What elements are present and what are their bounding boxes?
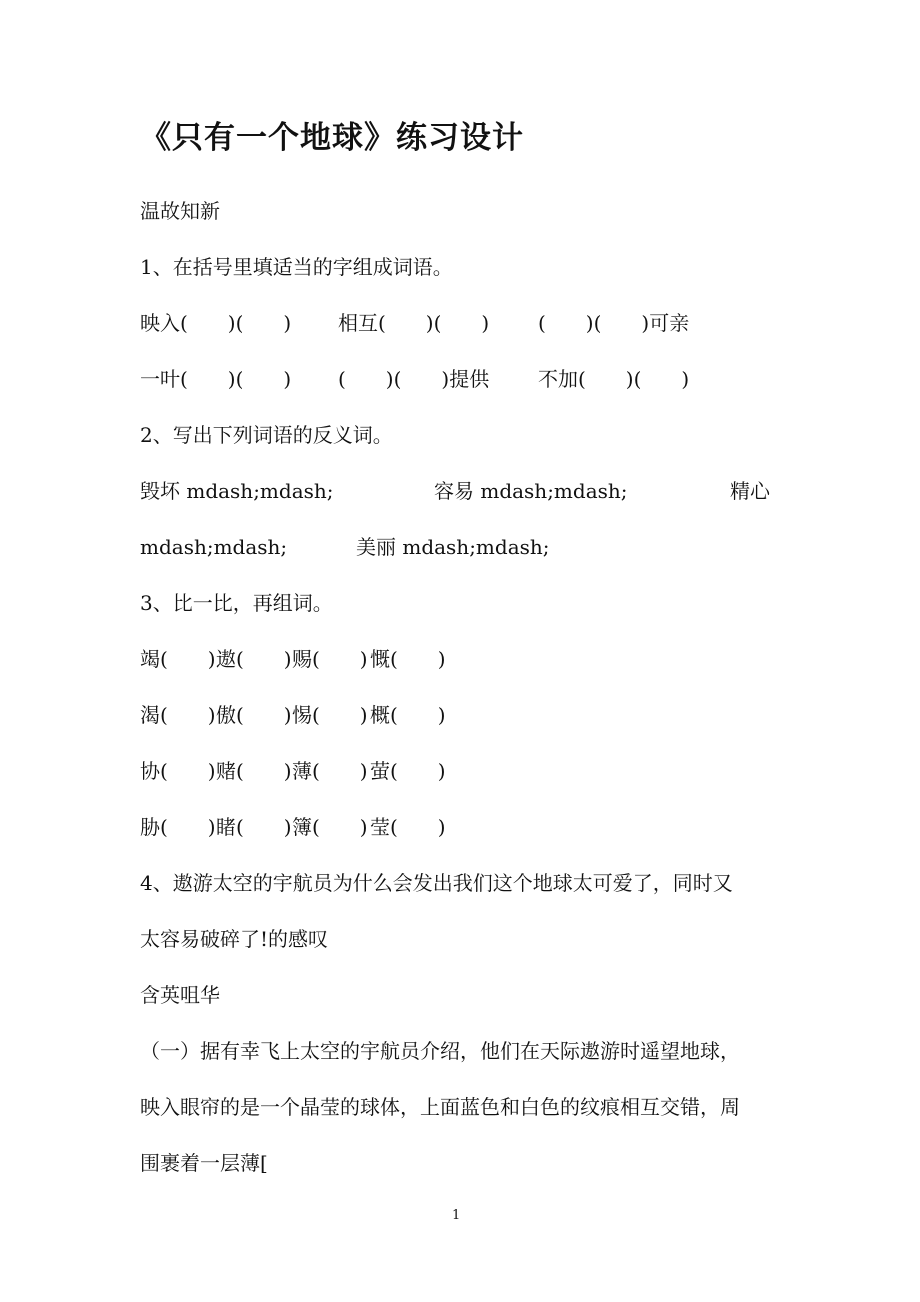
section-heading-read: 含英咀华 <box>140 983 220 1007</box>
passage-line: 围裹着一层薄[ <box>140 1151 268 1175</box>
question-4-line-2: 太容易破碎了!的感叹 <box>140 927 329 951</box>
question-3-prompt: 3、比一比，再组词。 <box>140 591 333 615</box>
compare-item: 赐( ) <box>292 647 368 671</box>
antonym-item: 毁坏 mdash;mdash; <box>140 479 334 503</box>
antonym-item: mdash;mdash; <box>140 535 288 559</box>
compare-item: 薄( ) <box>292 759 368 783</box>
blank-item: 映入( )( ) <box>140 311 292 335</box>
compare-item: 慨( ) <box>370 647 446 671</box>
question-2-prompt: 2、写出下列词语的反义词。 <box>140 423 393 447</box>
compare-item: 惕( ) <box>292 703 368 727</box>
blank-item: ( )( )可亲 <box>538 311 690 335</box>
blank-item: 一叶( )( ) <box>140 367 292 391</box>
compare-item: 渴( ) <box>140 703 216 727</box>
question-1-prompt: 1、在括号里填适当的字组成词语。 <box>140 255 453 279</box>
page-title: 《只有一个地球》练习设计 <box>140 120 524 156</box>
blank-item: 不加( )( ) <box>538 367 690 391</box>
compare-item: 傲( ) <box>216 703 292 727</box>
compare-item: 遨( ) <box>216 647 292 671</box>
antonym-item: 容易 mdash;mdash; <box>434 479 628 503</box>
blank-item: 相互( )( ) <box>338 311 490 335</box>
compare-item: 协( ) <box>140 759 216 783</box>
compare-item: 竭( ) <box>140 647 216 671</box>
compare-item: 胁( ) <box>140 815 216 839</box>
compare-item: 概( ) <box>370 703 446 727</box>
antonym-item: 美丽 mdash;mdash; <box>356 535 550 559</box>
compare-item: 赌( ) <box>216 759 292 783</box>
section-heading-review: 温故知新 <box>140 199 220 223</box>
compare-item: 萤( ) <box>370 759 446 783</box>
page-number: 1 <box>452 1208 461 1223</box>
blank-item: ( )( )提供 <box>338 367 490 391</box>
passage-line: （一）据有幸飞上太空的宇航员介绍，他们在天际遨游时遥望地球， <box>140 1039 740 1063</box>
compare-item: 莹( ) <box>370 815 446 839</box>
passage-line: 映入眼帘的是一个晶莹的球体，上面蓝色和白色的纹痕相互交错，周 <box>140 1095 740 1119</box>
antonym-item: 精心 <box>730 479 770 503</box>
compare-item: 簿( ) <box>292 815 368 839</box>
compare-item: 睹( ) <box>216 815 292 839</box>
question-4-line-1: 4、遨游太空的宇航员为什么会发出我们这个地球太可爱了，同时又 <box>140 871 733 895</box>
